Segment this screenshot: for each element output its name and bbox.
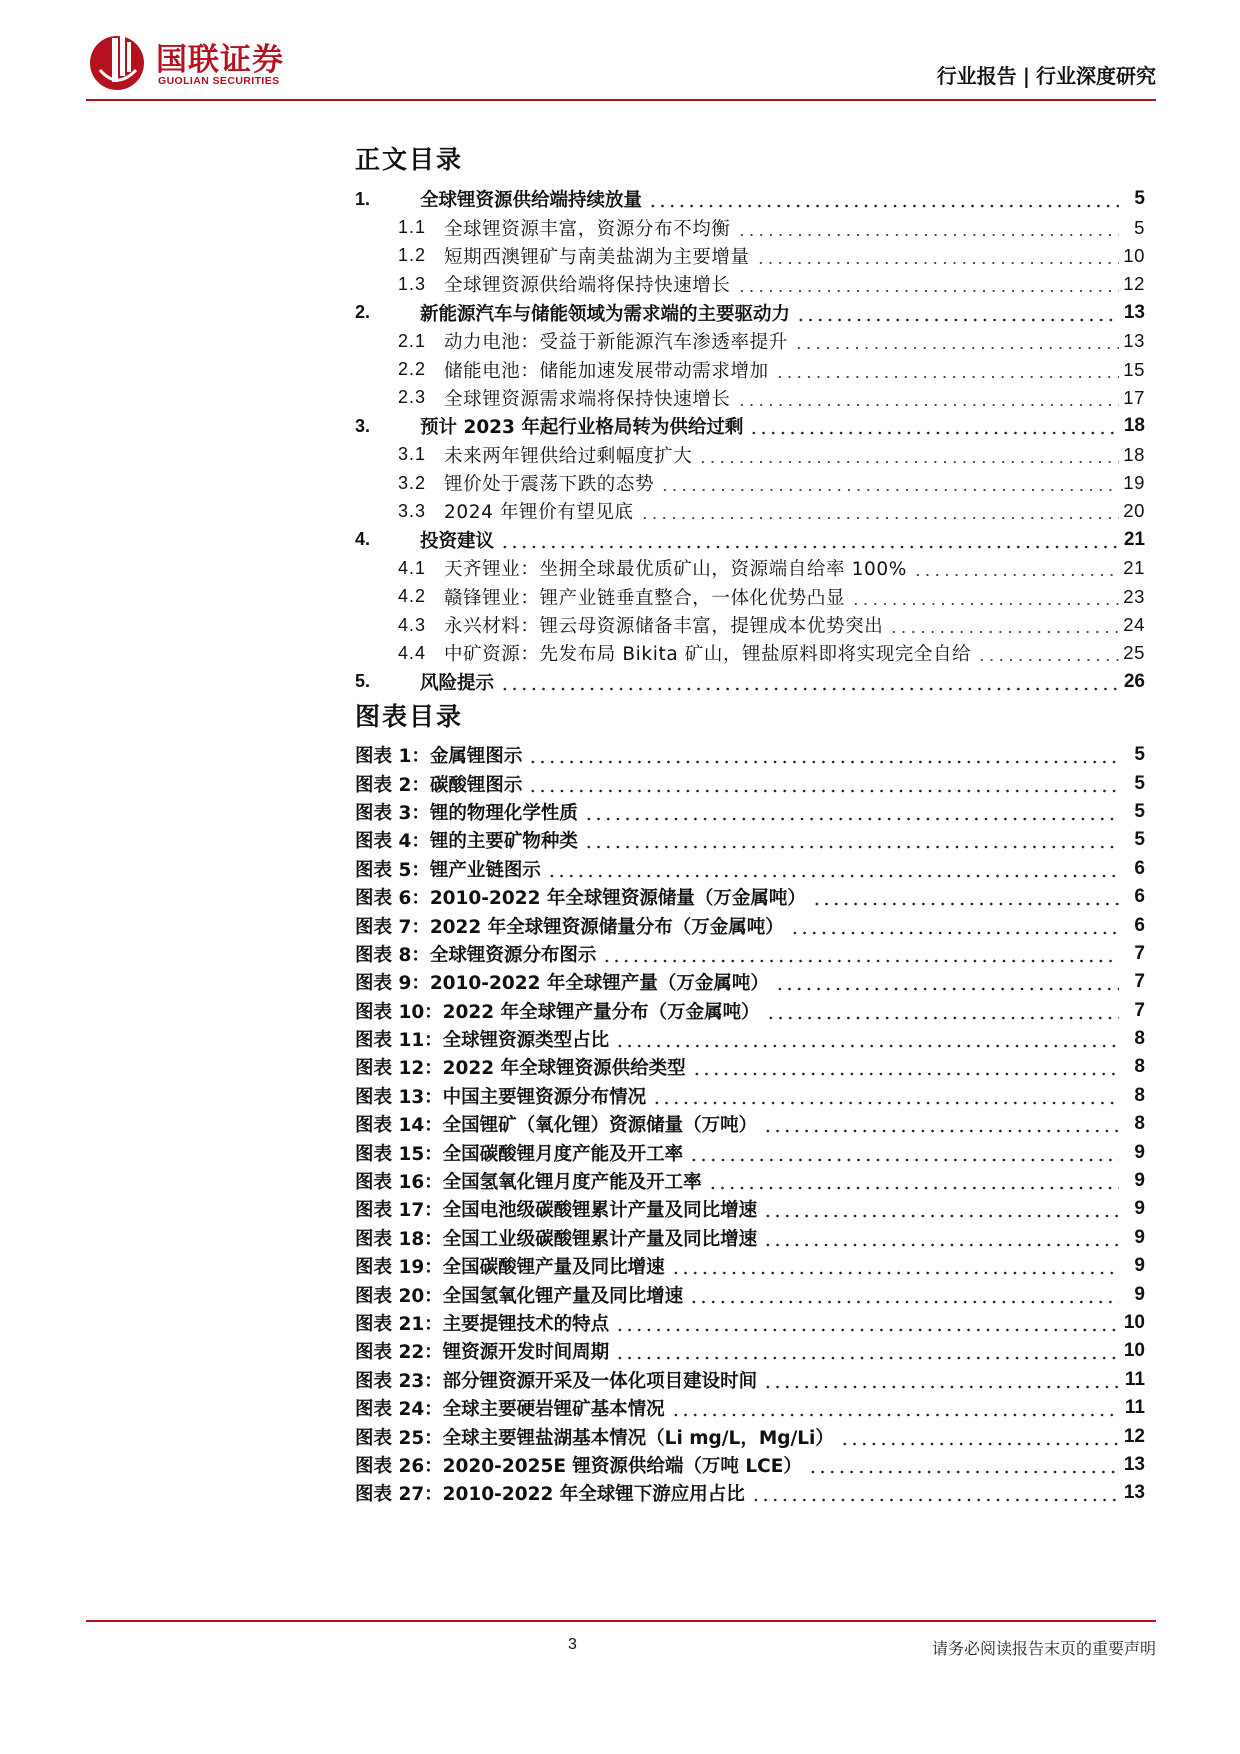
figure-entry-page: 6: [1134, 857, 1145, 879]
toc-section-entry[interactable]: [355, 327, 1145, 355]
toc-dot-leader: [792, 331, 1119, 351]
figure-entry-title: 图表 11：全球锂资源类型占比: [355, 1030, 610, 1052]
figure-entry-page: 9: [1134, 1255, 1145, 1277]
toc-entry-title: 储能电池：储能加速发展带动需求增加: [444, 360, 769, 382]
logo-emblem-icon: [86, 30, 148, 92]
toc-dot-leader: [650, 1086, 1119, 1106]
toc-dot-leader: [669, 1256, 1119, 1276]
report-type: 行业报告: [936, 64, 1017, 88]
figure-toc-entry[interactable]: [355, 1479, 1145, 1507]
toc-entry-page: 23: [1123, 585, 1145, 607]
toc-entry-number: 1.2: [398, 245, 427, 266]
toc-section-entry[interactable]: [355, 611, 1145, 639]
figure-entry-page: 5: [1134, 744, 1145, 766]
toc-entry-title: 预计 2023 年起行业格局转为供给过剩: [420, 417, 744, 439]
toc-entry-number: 1.1: [398, 217, 427, 238]
toc-section-entry[interactable]: [355, 384, 1145, 412]
figure-toc-entry[interactable]: [355, 1422, 1145, 1450]
toc-entry-title: 中矿资源：先发布局 Bikita 矿山，锂盐原料即将实现完全自给: [444, 644, 972, 666]
toc-section-entry[interactable]: [355, 355, 1145, 383]
figure-entry-title: 图表 9：2010-2022 年全球锂产量（万金属吨）: [355, 973, 769, 995]
body-toc-title: 正文目录: [355, 145, 464, 174]
toc-entry-page: 24: [1123, 614, 1145, 636]
toc-dot-leader: [735, 388, 1119, 408]
figure-toc-entry[interactable]: [355, 826, 1145, 854]
toc-entry-page: 5: [1134, 216, 1145, 238]
toc-dot-leader: [706, 1171, 1119, 1191]
figure-toc-entry[interactable]: [355, 997, 1145, 1025]
figure-entry-page: 10: [1123, 1312, 1145, 1333]
toc-entry-number: 4.2: [398, 586, 427, 607]
toc-entry-number: 4.4: [398, 642, 427, 663]
figure-entry-title: 图表 20：全国氢氧化锂产量及同比增速: [355, 1285, 684, 1307]
toc-entry-number: 2.2: [398, 359, 427, 380]
figure-toc-entry[interactable]: [355, 1337, 1145, 1365]
figure-toc-entry[interactable]: [355, 855, 1145, 883]
toc-section-entry[interactable]: [355, 582, 1145, 610]
figure-entry-title: 图表 24：全球主要硬岩锂矿基本情况: [355, 1399, 665, 1421]
figure-toc-entry[interactable]: [355, 1053, 1145, 1081]
toc-dot-leader: [735, 274, 1119, 294]
toc-entry-page: 26: [1123, 670, 1145, 692]
toc-section-entry[interactable]: [355, 497, 1145, 525]
toc-entry-page: 20: [1123, 500, 1145, 522]
figure-toc-entry[interactable]: [355, 940, 1145, 968]
figure-entry-title: 图表 2：碳酸锂图示: [355, 774, 523, 796]
toc-section-entry[interactable]: [355, 639, 1145, 667]
toc-section-entry[interactable]: [355, 213, 1145, 241]
toc-entry-page: 10: [1123, 244, 1145, 266]
figure-entry-title: 图表 7：2022 年全球锂资源储量分布（万金属吨）: [355, 916, 784, 938]
figure-entry-page: 13: [1123, 1482, 1145, 1504]
figure-toc-entry[interactable]: [355, 1082, 1145, 1110]
toc-dot-leader: [600, 944, 1119, 964]
figure-entry-page: 7: [1134, 999, 1145, 1021]
toc-dot-leader: [613, 1313, 1119, 1333]
toc-entry-title: 全球锂资源丰富，资源分布不均衡: [444, 218, 731, 240]
figure-entry-page: 7: [1134, 942, 1145, 964]
toc-entry-number: 2.3: [398, 387, 427, 408]
toc-dot-leader: [646, 189, 1119, 209]
toc-entry-title: 锂价处于震荡下跌的态势: [444, 474, 655, 496]
company-logo: [86, 30, 326, 92]
toc-entry-number: 3.3: [398, 500, 427, 521]
figure-entry-page: 6: [1134, 914, 1145, 936]
figure-entry-page: 12: [1123, 1425, 1145, 1447]
toc-dot-leader: [526, 774, 1119, 794]
figure-entry-page: 8: [1134, 1113, 1145, 1135]
toc-entry-title: 投资建议: [420, 530, 495, 552]
toc-chapter-entry[interactable]: [355, 668, 1145, 696]
toc-entry-page: 5: [1134, 188, 1145, 210]
toc-dot-leader: [911, 558, 1119, 578]
toc-entry-page: 21: [1123, 528, 1145, 550]
toc-dot-leader: [761, 1228, 1119, 1248]
toc-chapter-entry[interactable]: [355, 412, 1145, 440]
figure-entry-page: 5: [1134, 800, 1145, 822]
toc-dot-leader: [582, 830, 1119, 850]
figure-entry-title: 图表 22：锂资源开发时间周期: [355, 1342, 610, 1364]
toc-dot-leader: [747, 416, 1119, 436]
figure-toc-entry[interactable]: [355, 1280, 1145, 1308]
figure-entry-title: 图表 10：2022 年全球锂产量分布（万金属吨）: [355, 1001, 760, 1023]
figure-entry-page: 9: [1134, 1141, 1145, 1163]
figure-toc: [355, 741, 1145, 1508]
toc-dot-leader: [696, 445, 1119, 465]
figure-entry-title: 图表 25：全球主要锂盐湖基本情况（Li mg/L，Mg/Li）: [355, 1427, 834, 1449]
toc-entry-number: 2.1: [398, 330, 427, 351]
toc-entry-page: 13: [1123, 301, 1145, 323]
toc-dot-leader: [749, 1483, 1119, 1503]
toc-dot-leader: [773, 360, 1119, 380]
figure-toc-entry[interactable]: [355, 769, 1145, 797]
toc-section-entry[interactable]: [355, 242, 1145, 270]
brand-name-cn: 国联证券: [156, 42, 284, 78]
toc-entry-title: 风险提示: [420, 672, 495, 694]
toc-entry-page: 19: [1123, 472, 1145, 494]
page-header: [86, 28, 1156, 100]
header-divider: [86, 99, 1156, 101]
toc-entry-title: 动力电池：受益于新能源汽车渗透率提升: [444, 332, 788, 354]
toc-entry-title: 全球锂资源供给端将保持快速增长: [444, 275, 731, 297]
toc-entry-title: 全球锂资源供给端持续放量: [420, 190, 643, 212]
figure-toc-entry[interactable]: [355, 911, 1145, 939]
figure-toc-entry[interactable]: [355, 1138, 1145, 1166]
toc-entry-number: 4.: [355, 529, 371, 550]
toc-dot-leader: [658, 473, 1119, 493]
toc-section-entry[interactable]: [355, 441, 1145, 469]
figure-entry-title: 图表 3：锂的物理化学性质: [355, 802, 578, 824]
toc-dot-leader: [838, 1427, 1119, 1447]
toc-chapter-entry[interactable]: [355, 526, 1145, 554]
figure-toc-entry[interactable]: [355, 1309, 1145, 1337]
figure-toc-title: 图表目录: [355, 702, 464, 731]
figure-entry-title: 图表 6：2010-2022 年全球锂资源储量（万金属吨）: [355, 888, 806, 910]
figure-toc-entry[interactable]: [355, 1394, 1145, 1422]
toc-dot-leader: [761, 1370, 1119, 1390]
figure-toc-entry[interactable]: [355, 741, 1145, 769]
toc-dot-leader: [761, 1114, 1119, 1134]
toc-entry-number: 3.1: [398, 444, 427, 465]
figure-toc-entry[interactable]: [355, 1366, 1145, 1394]
toc-entry-number: 2.: [355, 302, 371, 323]
figure-entry-page: 5: [1134, 772, 1145, 794]
toc-dot-leader: [754, 246, 1119, 266]
toc-dot-leader: [613, 1029, 1119, 1049]
toc-dot-leader: [687, 1143, 1119, 1163]
toc-dot-leader: [638, 501, 1119, 521]
figure-entry-title: 图表 15：全国碳酸锂月度产能及开工率: [355, 1143, 684, 1165]
figure-entry-title: 图表 18：全国工业级碳酸锂累计产量及同比增速: [355, 1228, 758, 1250]
toc-entry-title: 未来两年锂供给过剩幅度扩大: [444, 445, 693, 467]
toc-section-entry[interactable]: [355, 270, 1145, 298]
toc-entry-title: 永兴材料：锂云母资源储备丰富，提锂成本优势突出: [444, 616, 884, 638]
figure-entry-page: 8: [1134, 1084, 1145, 1106]
figure-entry-page: 11: [1124, 1368, 1145, 1390]
page-number: 3: [568, 1636, 577, 1653]
figure-entry-page: 8: [1134, 1056, 1145, 1078]
toc-entry-page: 12: [1123, 273, 1145, 295]
toc-dot-leader: [764, 1001, 1119, 1021]
toc-entry-title: 2024 年锂价有望见底: [444, 502, 634, 524]
toc-dot-leader: [498, 672, 1119, 692]
figure-entry-page: 5: [1134, 829, 1145, 851]
figure-entry-page: 9: [1134, 1198, 1145, 1220]
toc-dot-leader: [545, 859, 1119, 879]
toc-entry-number: 1.3: [398, 273, 427, 294]
toc-dot-leader: [849, 587, 1119, 607]
toc-entry-number: 3.2: [398, 472, 427, 493]
toc-dot-leader: [735, 218, 1119, 238]
toc-entry-page: 21: [1123, 557, 1145, 579]
toc-entry-number: 4.3: [398, 614, 427, 635]
figure-entry-page: 9: [1134, 1283, 1145, 1305]
figure-entry-title: 图表 26：2020-2025E 锂资源供给端（万吨 LCE）: [355, 1455, 802, 1477]
figure-toc-entry[interactable]: [355, 883, 1145, 911]
header-separator: |: [1022, 64, 1030, 88]
toc-dot-leader: [975, 643, 1119, 663]
toc-chapter-entry[interactable]: [355, 185, 1145, 213]
toc-dot-leader: [773, 972, 1119, 992]
toc-entry-number: 1.: [355, 188, 371, 209]
figure-entry-page: 11: [1124, 1397, 1145, 1419]
footer-disclaimer: 请务必阅读报告末页的重要声明: [931, 1639, 1156, 1658]
figure-entry-page: 13: [1123, 1453, 1145, 1475]
toc-entry-page: 18: [1123, 443, 1145, 465]
figure-toc-entry[interactable]: [355, 1025, 1145, 1053]
toc-entry-title: 全球锂资源需求端将保持快速增长: [444, 388, 731, 410]
toc-dot-leader: [887, 615, 1119, 635]
figure-entry-title: 图表 16：全国氢氧化锂月度产能及开工率: [355, 1172, 702, 1194]
figure-toc-entry[interactable]: [355, 1195, 1145, 1223]
figure-toc-entry[interactable]: [355, 1224, 1145, 1252]
figure-entry-title: 图表 23：部分锂资源开采及一体化项目建设时间: [355, 1370, 758, 1392]
figure-entry-page: 8: [1134, 1028, 1145, 1050]
figure-entry-page: 6: [1134, 886, 1145, 908]
toc-dot-leader: [690, 1057, 1119, 1077]
figure-toc-entry[interactable]: [355, 1451, 1145, 1479]
toc-entry-title: 短期西澳锂矿与南美盐湖为主要增量: [444, 246, 750, 268]
toc-section-entry[interactable]: [355, 554, 1145, 582]
toc-entry-page: 17: [1123, 386, 1145, 408]
figure-entry-title: 图表 13：中国主要锂资源分布情况: [355, 1086, 647, 1108]
figure-entry-page: 9: [1134, 1226, 1145, 1248]
toc-dot-leader: [810, 887, 1119, 907]
body-toc: [355, 185, 1145, 696]
toc-dot-leader: [687, 1285, 1119, 1305]
report-category: [937, 60, 1156, 89]
figure-entry-title: 图表 5：锂产业链图示: [355, 859, 541, 881]
toc-entry-page: 15: [1123, 358, 1145, 380]
toc-entry-number: 3.: [355, 415, 371, 436]
figure-toc-entry[interactable]: [355, 1167, 1145, 1195]
figure-entry-page: 7: [1134, 971, 1145, 993]
toc-dot-leader: [582, 802, 1119, 822]
toc-dot-leader: [526, 745, 1119, 765]
toc-dot-leader: [613, 1341, 1119, 1361]
toc-dot-leader: [498, 530, 1119, 550]
toc-section-entry[interactable]: [355, 469, 1145, 497]
figure-entry-title: 图表 21：主要提锂技术的特点: [355, 1314, 610, 1335]
figure-entry-title: 图表 19：全国碳酸锂产量及同比增速: [355, 1257, 665, 1279]
figure-entry-title: 图表 4：锂的主要矿物种类: [355, 831, 578, 853]
figure-entry-page: 10: [1123, 1340, 1145, 1362]
figure-entry-title: 图表 14：全国锂矿（氧化锂）资源储量（万吨）: [355, 1115, 758, 1137]
figure-entry-title: 图表 1：金属锂图示: [355, 746, 523, 768]
toc-entry-title: 新能源汽车与储能领域为需求端的主要驱动力: [420, 303, 791, 325]
figure-toc-entry[interactable]: [355, 798, 1145, 826]
figure-toc-entry[interactable]: [355, 1110, 1145, 1138]
brand-name-en: GUOLIAN SECURITIES: [158, 75, 280, 87]
toc-dot-leader: [669, 1398, 1119, 1418]
toc-entry-page: 25: [1123, 642, 1145, 664]
toc-dot-leader: [806, 1455, 1119, 1475]
figure-entry-title: 图表 8：全球锂资源分布图示: [355, 944, 597, 966]
report-subtype: 行业深度研究: [1036, 64, 1156, 88]
figure-entry-title: 图表 12：2022 年全球锂资源供给类型: [355, 1058, 686, 1080]
toc-entry-title: 赣锋锂业：锂产业链垂直整合，一体化优势凸显: [444, 587, 846, 609]
figure-toc-entry[interactable]: [355, 1252, 1145, 1280]
figure-entry-title: 图表 27：2010-2022 年全球锂下游应用占比: [355, 1484, 745, 1506]
toc-dot-leader: [794, 303, 1119, 323]
toc-dot-leader: [788, 916, 1119, 936]
figure-entry-title: 图表 17：全国电池级碳酸锂累计产量及同比增速: [355, 1200, 758, 1222]
footer-divider: [86, 1620, 1156, 1622]
toc-entry-number: 4.1: [398, 557, 427, 578]
toc-entry-page: 18: [1123, 415, 1145, 437]
toc-entry-title: 天齐锂业：坐拥全球最优质矿山，资源端自给率 100%: [444, 559, 907, 581]
toc-dot-leader: [761, 1199, 1119, 1219]
figure-entry-page: 9: [1134, 1170, 1145, 1192]
toc-entry-page: 13: [1123, 330, 1145, 352]
toc-entry-number: 5.: [355, 671, 371, 692]
figure-toc-entry[interactable]: [355, 968, 1145, 996]
toc-chapter-entry[interactable]: [355, 299, 1145, 327]
